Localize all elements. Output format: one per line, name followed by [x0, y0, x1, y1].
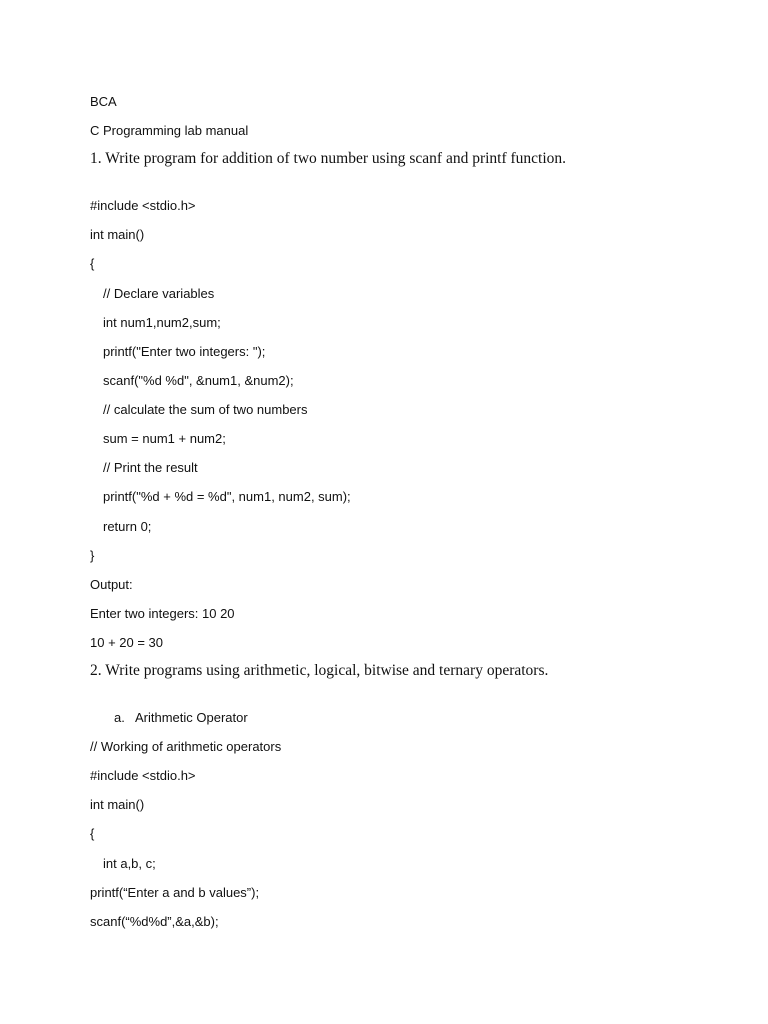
code-line: int num1,num2,sum;: [103, 315, 221, 330]
section-1-heading: 1. Write program for addition of two number using scanf and printf function.: [90, 150, 567, 167]
section-2-heading: 2. Write programs using arithmetic, logical, bitwise and ternary operators.: [90, 662, 549, 679]
code-line: {: [90, 826, 95, 841]
code-line: }: [90, 548, 95, 563]
output-line: 10 + 20 = 30: [90, 635, 164, 650]
code-line: // Declare variables: [103, 286, 215, 301]
code-line: printf("Enter two integers: ");: [103, 344, 266, 359]
code-line: sum = num1 + num2;: [103, 431, 226, 446]
output-label: Output:: [90, 577, 133, 592]
list-marker: a.: [114, 710, 125, 725]
code-line: printf(“Enter a and b values”);: [90, 885, 260, 900]
code-line: // calculate the sum of two numbers: [103, 402, 308, 417]
code-line: int main(): [90, 797, 145, 812]
code-line: // Print the result: [103, 460, 198, 475]
code-line: int a,b, c;: [103, 856, 156, 871]
code-line: return 0;: [103, 519, 152, 534]
output-line: Enter two integers: 10 20: [90, 606, 235, 621]
course-title: BCA: [90, 94, 117, 109]
subitem-label: Arithmetic Operator: [135, 710, 248, 725]
code-line: // Working of arithmetic operators: [90, 739, 282, 754]
code-line: scanf(“%d%d”,&a,&b);: [90, 914, 219, 929]
code-line: int main(): [90, 227, 145, 242]
manual-subtitle: C Programming lab manual: [90, 123, 249, 138]
code-line: {: [90, 256, 95, 271]
code-line: #include <stdio.h>: [90, 768, 196, 783]
code-line: scanf("%d %d", &num1, &num2);: [103, 373, 294, 388]
code-line: #include <stdio.h>: [90, 198, 196, 213]
code-line: printf("%d + %d = %d", num1, num2, sum);: [103, 489, 351, 504]
